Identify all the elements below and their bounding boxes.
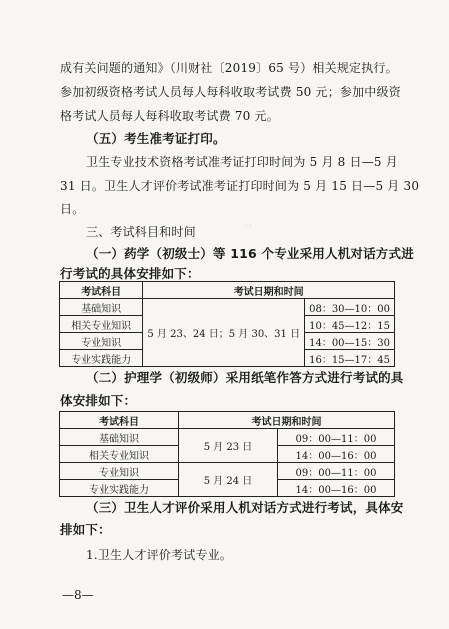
table-row bbox=[60, 429, 395, 446]
time-cell: 14：00—15：30 bbox=[305, 333, 395, 350]
time-cell: 10：45—12：15 bbox=[305, 316, 395, 333]
section-heading-3: 三、考试科目和时间 bbox=[86, 225, 196, 239]
paragraph-line: 日。 bbox=[60, 202, 85, 216]
subject-cell: 专业知识 bbox=[60, 463, 179, 480]
date-cell: 5 月 24 日 bbox=[179, 463, 278, 497]
subject-cell: 相关专业知识 bbox=[60, 316, 143, 333]
paragraph-line: 卫生专业技术资格考试准考证打印时间为 5 月 8 日—5 月 bbox=[86, 155, 398, 169]
paragraph-line: 31 日。卫生人才评价考试准考证打印时间为 5 月 15 日—5 月 30 bbox=[60, 179, 420, 193]
table-header-time: 考试日期和时间 bbox=[143, 282, 395, 299]
time-cell: 09：00—11：00 bbox=[278, 463, 395, 480]
exam-schedule-table-1 bbox=[59, 281, 395, 367]
time-cell: 14：00—16：00 bbox=[278, 446, 395, 463]
subsection-heading-2-cont: 体安排如下： bbox=[60, 393, 137, 408]
subject-cell: 专业实践能力 bbox=[60, 480, 179, 497]
page-number: —8— bbox=[62, 588, 94, 602]
table-row bbox=[60, 463, 395, 480]
paragraph-line: 参加初级资格考试人员每人每科收取考试费 50 元；参加中级资 bbox=[60, 85, 401, 99]
subsection-heading-2: （二）护理学（初级师）采用纸笔作答方式进行考试的具 bbox=[86, 370, 404, 385]
table-header-subject: 考试科目 bbox=[60, 412, 179, 429]
subject-cell: 基础知识 bbox=[60, 429, 179, 446]
time-cell: 16：15—17：45 bbox=[305, 350, 395, 367]
table-header-subject: 考试科目 bbox=[60, 282, 143, 299]
subject-cell: 基础知识 bbox=[60, 299, 143, 316]
list-item: 1.卫生人才评价考试专业。 bbox=[86, 548, 233, 562]
subsection-heading-1-cont: 行考试的具体安排如下： bbox=[60, 266, 200, 281]
date-cell: 5 月 23、24 日；5 月 30、31 日 bbox=[143, 299, 305, 367]
section-heading-5: （五）考生准考证打印。 bbox=[86, 131, 226, 146]
subject-cell: 相关专业知识 bbox=[60, 446, 179, 463]
table-row bbox=[60, 299, 395, 316]
time-cell: 14：00—16：00 bbox=[278, 480, 395, 497]
paragraph-line: 格考试人员每人每科收取考试费 70 元。 bbox=[60, 109, 279, 123]
subject-cell: 专业实践能力 bbox=[60, 350, 143, 367]
paragraph-line: 成有关问题的通知》（川财社〔2019〕65 号）相关规定执行。 bbox=[60, 61, 398, 75]
time-cell: 08：30—10：00 bbox=[305, 299, 395, 316]
scan-speck: · · bbox=[245, 222, 252, 230]
subsection-heading-3: （三）卫生人才评价采用人机对话方式进行考试，具体安 bbox=[86, 500, 404, 515]
subsection-heading-3-cont: 排如下： bbox=[60, 522, 111, 537]
time-cell: 09：00—11：00 bbox=[278, 429, 395, 446]
table-header-time: 考试日期和时间 bbox=[179, 412, 395, 429]
date-cell: 5 月 23 日 bbox=[179, 429, 278, 463]
exam-schedule-table-2 bbox=[59, 411, 395, 497]
subject-cell: 专业知识 bbox=[60, 333, 143, 350]
subsection-heading-1: （一）药学（初级士）等 116 个专业采用人机对话方式进 bbox=[86, 246, 414, 261]
